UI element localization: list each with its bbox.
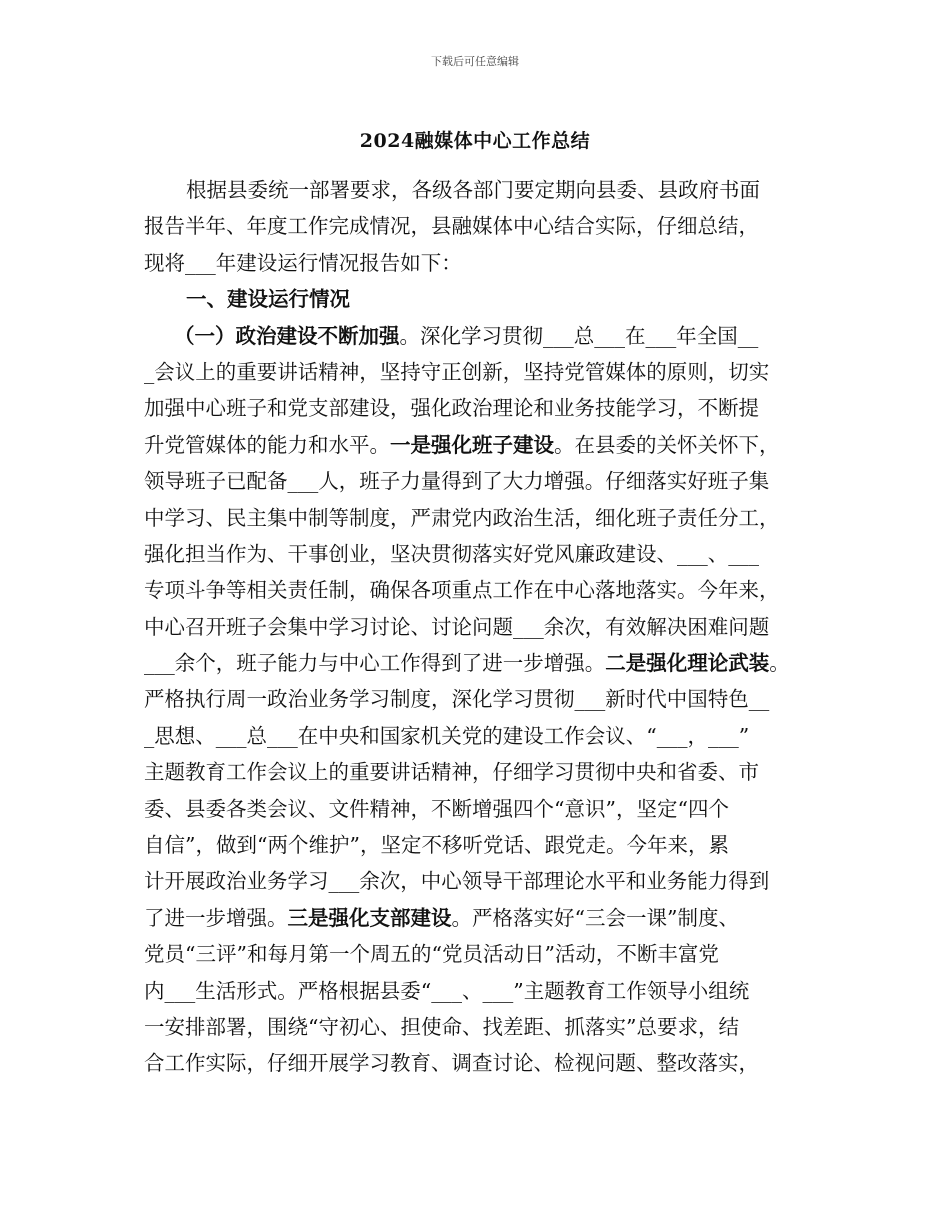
paragraph-line: 一安排部署，围绕“守初心、担使命、找差距、抓落实”总要求，结 <box>144 1014 739 1039</box>
paragraph-line: _会议上的重要讲话精神，坚持守正创新，坚持党管媒体的原则，切实 <box>144 359 770 384</box>
page-header-note: 下载后可任意编辑 <box>431 55 519 68</box>
intro-line: 报告半年、年度工作完成情况，县融媒体中心结合实际，仔细总结， <box>144 214 759 239</box>
paragraph-text: 。在县委的关怀关怀下， <box>554 432 780 457</box>
paragraph-line: 自信”，做到“两个维护”，坚定不移听党话、跟党走。今年来，累 <box>144 833 729 858</box>
paragraph-line <box>144 318 824 354</box>
paragraph-line: 专项斗争等相关责任制，确保各项重点工作在中心落地落实。今年来， <box>144 578 780 603</box>
paragraph-line: 加强中心班子和党支部建设，强化政治理论和业务技能学习，不断提 <box>144 396 759 421</box>
subsection-heading: （一）政治建设不断加强 <box>174 323 400 348</box>
document-body <box>144 172 824 1082</box>
paragraph-line: 主题教育工作会议上的重要讲话精神，仔细学习贯彻中央和省委、市 <box>144 760 759 785</box>
intro-line: 现将___年建设运行情况报告如下： <box>144 250 462 275</box>
paragraph-line: 内___生活形式。严格根据县委“___、___”主题教育工作领导小组统 <box>144 978 750 1003</box>
paragraph-line: 强化担当作为、干事创业，坚决贯彻落实好党风廉政建设、___、___ <box>144 541 759 566</box>
paragraph-line: 严格执行周一政治业务学习制度，深化学习贯彻___新时代中国特色__ <box>144 687 770 712</box>
paragraph-line <box>144 427 824 463</box>
paragraph-line: 委、县委各类会议、文件精神，不断增强四个“意识”，坚定“四个 <box>144 796 729 821</box>
paragraph-line: 中学习、民主集中制等制度，严肃党内政治生活，细化班子责任分工， <box>144 505 780 530</box>
paragraph-line: 中心召开班子会集中学习讨论、讨论问题___余次，有效解决困难问题 <box>144 614 770 639</box>
paragraph-text: 。深化学习贯彻___总___在___年全国__ <box>399 323 759 348</box>
paragraph-line <box>144 900 824 936</box>
paragraph-line: 党员“三评”和每月第一个周五的“党员活动日”活动，不断丰富党 <box>144 942 719 967</box>
point-heading: 二是强化理论武装 <box>605 651 770 676</box>
paragraph-text: 升党管媒体的能力和水平。 <box>144 432 390 457</box>
paragraph-line: 领导班子已配备___人，班子力量得到了大力增强。仔细落实好班子集 <box>144 469 770 494</box>
point-heading: 一是强化班子建设 <box>390 432 554 457</box>
intro-line: 根据县委统一部署要求，各级各部门要定期向县委、县政府书面 <box>186 178 760 202</box>
paragraph-line: 合工作实际，仔细开展学习教育、调查讨论、检视问题、整改落实， <box>144 1051 759 1076</box>
paragraph-text: ___余个，班子能力与中心工作得到了进一步增强。 <box>144 651 606 676</box>
paragraph-line: 计开展政治业务学习___余次，中心领导干部理论水平和业务能力得到 <box>144 869 770 894</box>
document-title: 2024融媒体中心工作总结 <box>359 130 591 152</box>
point-heading: 三是强化支部建设 <box>287 905 452 930</box>
paragraph-text: 。 <box>769 651 790 676</box>
section-heading: 一、建设运行情况 <box>186 287 350 312</box>
paragraph-text: 了进一步增强。 <box>144 905 288 930</box>
paragraph-line: _思想、___总___在中央和国家机关党的建设工作会议、“___，___” <box>144 723 750 748</box>
paragraph-text: 。严格落实好“三会一课”制度、 <box>451 905 739 930</box>
paragraph-line <box>144 645 824 681</box>
